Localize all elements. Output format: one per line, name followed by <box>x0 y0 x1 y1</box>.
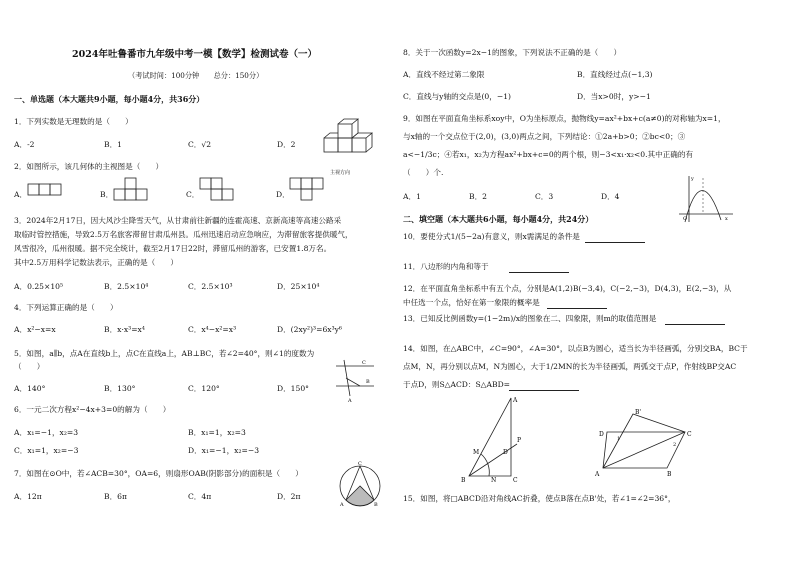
q4-option-d: D．(2xy²)³=6x³y⁶ <box>277 325 342 334</box>
svg-text:C: C <box>513 477 518 484</box>
svg-text:A: A <box>513 397 518 404</box>
q11-answer-blank[interactable] <box>509 272 569 273</box>
question-3-line-4: 其中2.5万用科学记数法表示，正确的是（ ） <box>14 258 178 267</box>
question-12-line-1: 12．在平面直角坐标系中有五个点，分别是A(1,2)B(−3,4)，C(−2,−3)，D(4,3)，E(2,−3)，从 <box>403 284 732 293</box>
svg-text:1: 1 <box>617 436 621 442</box>
q8-option-d: D．当x>0时，y>−1 <box>577 92 651 101</box>
svg-text:x: x <box>725 216 728 222</box>
q14-answer-blank[interactable] <box>509 390 579 391</box>
q15-parallelogram-figure <box>595 410 705 480</box>
svg-text:A: A <box>348 398 352 404</box>
section-fill-blank: 二、填空题（本大题共6小题，每小题4分，共24分） <box>403 214 594 224</box>
question-13: 13．已知反比例函数y=(1−2m)/x的图象在二、四象限，则m的取值范围是 <box>403 314 657 323</box>
q12-answer-blank[interactable] <box>547 308 607 309</box>
question-10: 10．要使分式1/(5−2a)有意义，则x需满足的条件是 <box>403 232 580 241</box>
q5-option-b: B．130° <box>104 384 136 393</box>
svg-text:N: N <box>491 477 497 484</box>
q2-option-d: D． <box>276 190 290 199</box>
q2-option-c-figure <box>200 178 244 202</box>
q2-option-a-figure <box>28 184 72 200</box>
question-5-line-1: 5．如图，a∥b，点A在直线b上，点C在直线a上，AB⊥BC，若∠2=40°，则∠1的度数为 <box>14 349 315 358</box>
q2-view-caption: 主视方向 <box>330 170 351 176</box>
svg-text:D: D <box>599 431 604 438</box>
q7-circle-figure <box>338 462 384 510</box>
q1-option-b: B．1 <box>104 140 123 149</box>
q7-option-d: D．2π <box>277 492 301 501</box>
svg-text:C: C <box>687 431 692 438</box>
svg-text:2: 2 <box>673 442 677 448</box>
svg-text:B: B <box>366 379 370 385</box>
question-7: 7．如图在⊙O中，若∠ACB=30°，OA=6，则扇形OAB(阴影部分)的面积是（ ） <box>14 469 303 478</box>
question-9-line-3: a<−1/3c；④若x₁，x₂为方程ax²+bx+c=0的两个根，则−3<x₁·x₂<0.其中正确的有 <box>403 150 694 159</box>
q2-option-b-figure <box>114 178 158 202</box>
svg-text:C: C <box>358 461 362 467</box>
question-15: 15．如图，将□ABCD沿对角线AC折叠，使点B落在点B'处，若∠1=∠2=36°， <box>403 494 676 503</box>
q6-option-c: C．x₁=1，x₂=−3 <box>14 446 79 455</box>
q6-option-b: B．x₁=1，x₂=3 <box>188 428 246 437</box>
q9-option-c: C．3 <box>535 192 554 201</box>
section-single-choice: 一、单选题（本大题共9小题，每小题4分，共36分） <box>14 94 205 104</box>
question-4: 4．下列运算正确的是（ ） <box>14 303 118 312</box>
q2-option-c: C． <box>186 190 200 199</box>
q2-option-d-figure <box>290 178 334 202</box>
q7-option-c: C．4π <box>188 492 212 501</box>
q13-answer-blank[interactable] <box>665 324 725 325</box>
question-9-line-2: 与x轴的一个交点位于(2,0)，(3,0)两点之间，下列结论：①2a+b>0；②bc<0；③ <box>403 132 686 141</box>
question-3-line-2: 取临时管控措施，导致2.5万名旅客滞留甘肃瓜州县。瓜州迅速启动应急响应，为滞留旅客提供暖气， <box>14 230 353 239</box>
question-11: 11．八边形的内角和等于 <box>403 262 489 271</box>
q9-parabola-figure <box>679 174 735 222</box>
q3-option-a: A．0.25×10⁵ <box>14 282 64 291</box>
q5-option-d: D．150° <box>277 384 309 393</box>
q5-option-a: A．140° <box>14 384 46 393</box>
q3-option-d: D．25×10⁴ <box>277 282 320 291</box>
question-8: 8．关于一次函数y=2x−1的图象，下列说法不正确的是（ ） <box>403 48 622 57</box>
q7-option-a: A．12π <box>14 492 42 501</box>
svg-text:B: B <box>667 471 672 478</box>
svg-text:B: B <box>461 477 466 484</box>
question-3-line-1: 3．2024年2月17日，因大风沙尘降雪天气，从甘肃前往新疆的连霍高速、京新高速等高速公路采 <box>14 216 342 225</box>
q5-parallel-lines-figure <box>336 356 376 406</box>
q8-option-c: C．直线与y轴的交点是(0，−1) <box>403 92 511 101</box>
exam-info: （考试时间：100分钟 总分：150分） <box>128 71 264 80</box>
page-title: 2024年吐鲁番市九年级中考一模【数学】检测试卷（一） <box>72 49 317 60</box>
svg-text:B': B' <box>635 409 642 416</box>
question-5-line-2: （ ） <box>14 362 45 371</box>
svg-text:B: B <box>374 502 378 508</box>
question-1: 1．下列实数是无理数的是（ ） <box>14 117 133 126</box>
question-14-line-2: 点M，N，再分别以点M，N为圆心，大于1/2MN的长为半径画弧，两弧交于点P，作射线BP交AC <box>403 362 737 371</box>
q10-answer-blank[interactable] <box>585 242 645 243</box>
q6-option-a: A．x₁=−1，x₂=3 <box>14 428 79 437</box>
q14-triangle-figure <box>457 394 537 482</box>
svg-text:y: y <box>691 176 694 182</box>
q4-option-c: C．x⁴−x²=x³ <box>188 325 237 334</box>
question-12-line-2: 中任选一个点，恰好在第一象限的概率是 <box>403 298 540 307</box>
q1-option-c: C．√2 <box>188 140 212 149</box>
svg-text:O: O <box>683 216 688 222</box>
svg-text:A: A <box>340 502 344 508</box>
question-9-line-1: 9．如图在平面直角坐标系xoy中，O为坐标原点，抛物线y=ax²+bx+c(a≠0)的对称轴为x=1， <box>403 114 726 123</box>
question-9-line-4: （ ）个. <box>403 168 444 177</box>
q1-option-a: A．-2 <box>14 140 35 149</box>
q9-option-d: D．4 <box>601 192 620 201</box>
question-2: 2．如图所示，该几何体的主视图是（ ） <box>14 162 164 171</box>
q3-option-c: C．2.5×10³ <box>188 282 233 291</box>
q5-option-c: C．120° <box>188 384 220 393</box>
svg-text:C: C <box>362 360 366 366</box>
q7-option-b: B．6π <box>104 492 127 501</box>
question-14-line-3: 于点D，则S△ACD：S△ABD= <box>403 380 511 389</box>
svg-text:A: A <box>595 471 600 478</box>
svg-text:M: M <box>473 449 480 456</box>
q9-option-b: B．2 <box>469 192 488 201</box>
q8-option-a: A．直线不经过第二象限 <box>403 70 485 79</box>
q2-option-b: B． <box>100 190 114 199</box>
q3-option-b: B．2.5×10⁴ <box>104 282 149 291</box>
q8-option-b: B．直线经过点(−1,3) <box>577 70 653 79</box>
question-6: 6．一元二次方程x²−4x+3=0的解为（ ） <box>14 405 171 414</box>
question-3-line-3: 风雪很冷，瓜州很暖。据不完全统计，截至2月17日22时，滞留瓜州的游客，已安置1.8万名。 <box>14 244 332 253</box>
q4-option-b: B．x·x³=x⁴ <box>104 325 145 334</box>
q4-option-a: A．x²−x=x <box>14 325 56 334</box>
q1-option-d: D．2 <box>277 140 296 149</box>
q6-option-d: D．x₁=−1，x₂=−3 <box>188 446 260 455</box>
q2-option-a: A． <box>14 190 28 199</box>
svg-text:D: D <box>503 449 508 456</box>
q9-option-a: A．1 <box>403 192 421 201</box>
right-column <box>397 0 794 561</box>
question-14-line-1: 14．如图，在△ABC中，∠C=90°，∠A=30°，以点B为圆心，适当长为半径画弧，分别交BA，BC于 <box>403 344 748 353</box>
svg-text:P: P <box>517 437 522 444</box>
q2-solid-figure <box>322 118 372 168</box>
